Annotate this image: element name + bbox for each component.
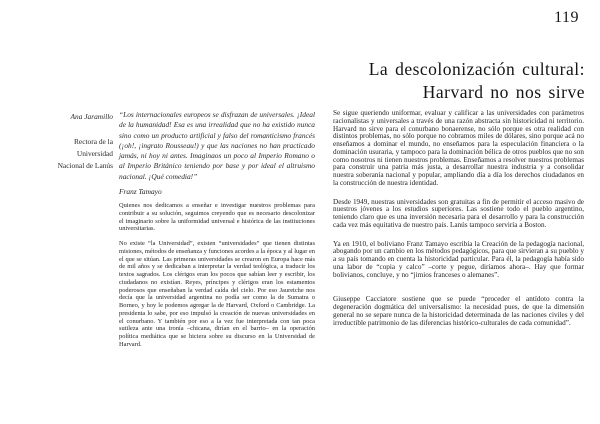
epigraph-attribution: Franz Tamayo (119, 187, 162, 197)
paragraph: Ya en 1910, el boliviano Franz Tamayo escribía la Creación de la pedagogía nacional, abogando por un cambio en los métodos pedagógicos, para que sirvieran a su pueblo y a su país tomando en cuenta la historicidad particular. Para él, la pedagogía había sido una labor de “copia y calco” –corte y pegue, diríamos ahora–. Hay que formar bolivianos, concluye, y no “jimios franceses o alemanes”. (333, 239, 584, 279)
article-title (369, 58, 585, 103)
author-name: Ana Jaramillo (70, 112, 113, 121)
author-affiliation-line: Universidad (76, 148, 113, 158)
text-column-left (119, 110, 315, 349)
text-column-right (333, 110, 584, 327)
article-title-line2: Harvard no nos sirve (422, 81, 585, 102)
paragraph: Se sigue queriendo uniformar, evaluar y calificar a las universidades con parámetros racionalistas y universales a través de una razón abstracta sin historicidad ni territorio. Harvard no sirve para el conurbano bonaerense, no sólo porque es otra realidad con distintos problemas, no sólo porque no cobramos miles de dólares, sino porque acá no enseñamos a dominar el mundo, no enseñamos para la especulación financiera o la dominación usuraria, y tampoco para la dominación bélica de otros pueblos que no son como nosotros ni tienen nuestros problemas. Enseñamos a resolver nuestros problemas para construir una patria más justa, a desarrollar nuestra industria y a consolidar nuestra soberanía nacional y popular, ampliando día a día los derechos ciudadanos en la construcción de nuestra identidad. (333, 109, 584, 187)
author-affiliation-line: Rectora de la (74, 137, 113, 146)
author-affiliation-line: Nacional de Lanús (57, 160, 113, 170)
author-block (33, 111, 113, 171)
author-affiliation (33, 136, 113, 171)
page-number: 119 (554, 9, 579, 26)
paragraph: No existe “la Universidad”, existen “universidades” que tienen distintas misiones, métodos de enseñanza y funciones acordes a la época y al lugar en el que se sitúan. Las primeras universidades se crearon en Europa hace más de mil años y se dedicaban a interpretar la verdad teológica, a traducir los textos sagrados. Los clérigos eran los pocos que sabían leer y escribir, los ciudadanos no existían. Reyes, príncipes y clérigos eran los estamentos poderosos que enseñaban la verdad caída del cielo. Por eso Jauretche nos decía que la universidad argentina no podía ser como la de Sumatra o Borneo, y hoy le podemos agregar la de Harvard, Oxford o Cambridge. La presidenta lo sabe, por eso impulsó la creación de nuevas universidades en el conurbano. Y también por eso a la vez fue interpretada con tan poca sutileza ante una ironía –chicana, dirían en el barrio– en la operación política mediática que se hiciera sobre su discurso en la Universidad de Harvard. (119, 240, 315, 348)
epigraph-quote: “Los internacionales europeos se disfrazan de universales. ¡Ideal de la humanidad! Esa es una irrealidad que no ha existido nunca sino como un producto artificial y falso del romanticismo francés (¡oh!, ¡ingrato Rousseau!) y que las naciones no han practicado jamás, ni hoy ni antes. Imaginaos un poco al Imperio Romano o al Imperio Británico teniendo por base y por ideal el altruismo nacional. ¡Qué comedia!” (119, 110, 315, 181)
paragraph: Desde 1949, nuestras universidades son gratuitas a fin de permitir el acceso masivo de nuestros jóvenes a los estudios superiores. Las sostiene todo el pueblo argentino, teniendo claro que es una inversión necesaria para el desarrollo y para la construcción cada vez más equitativa de nuestro país. Lanús tampoco serviría a Boston. (333, 197, 584, 229)
paragraph: Giuseppe Cacciatore sostiene que se puede “proceder el antídoto contra la degeneración dogmática del universalismo: la necesidad pues, de que la dimensión general no se separe nunca de la historicidad determinada de las naciones civiles y del irreductible patrimonio de las diferencias histórico-culturales de cada comunidad”. (333, 295, 584, 327)
paragraph: Quienes nos dedicamos a enseñar e investigar nuestros problemas para contribuir a su solución, seguimos creyendo que es necesario descolonizar el imaginario sobre la uniformidad universal e histórica de las instituciones universitarias. (119, 202, 315, 233)
article-title-line1: La descolonización cultural: (368, 59, 585, 79)
